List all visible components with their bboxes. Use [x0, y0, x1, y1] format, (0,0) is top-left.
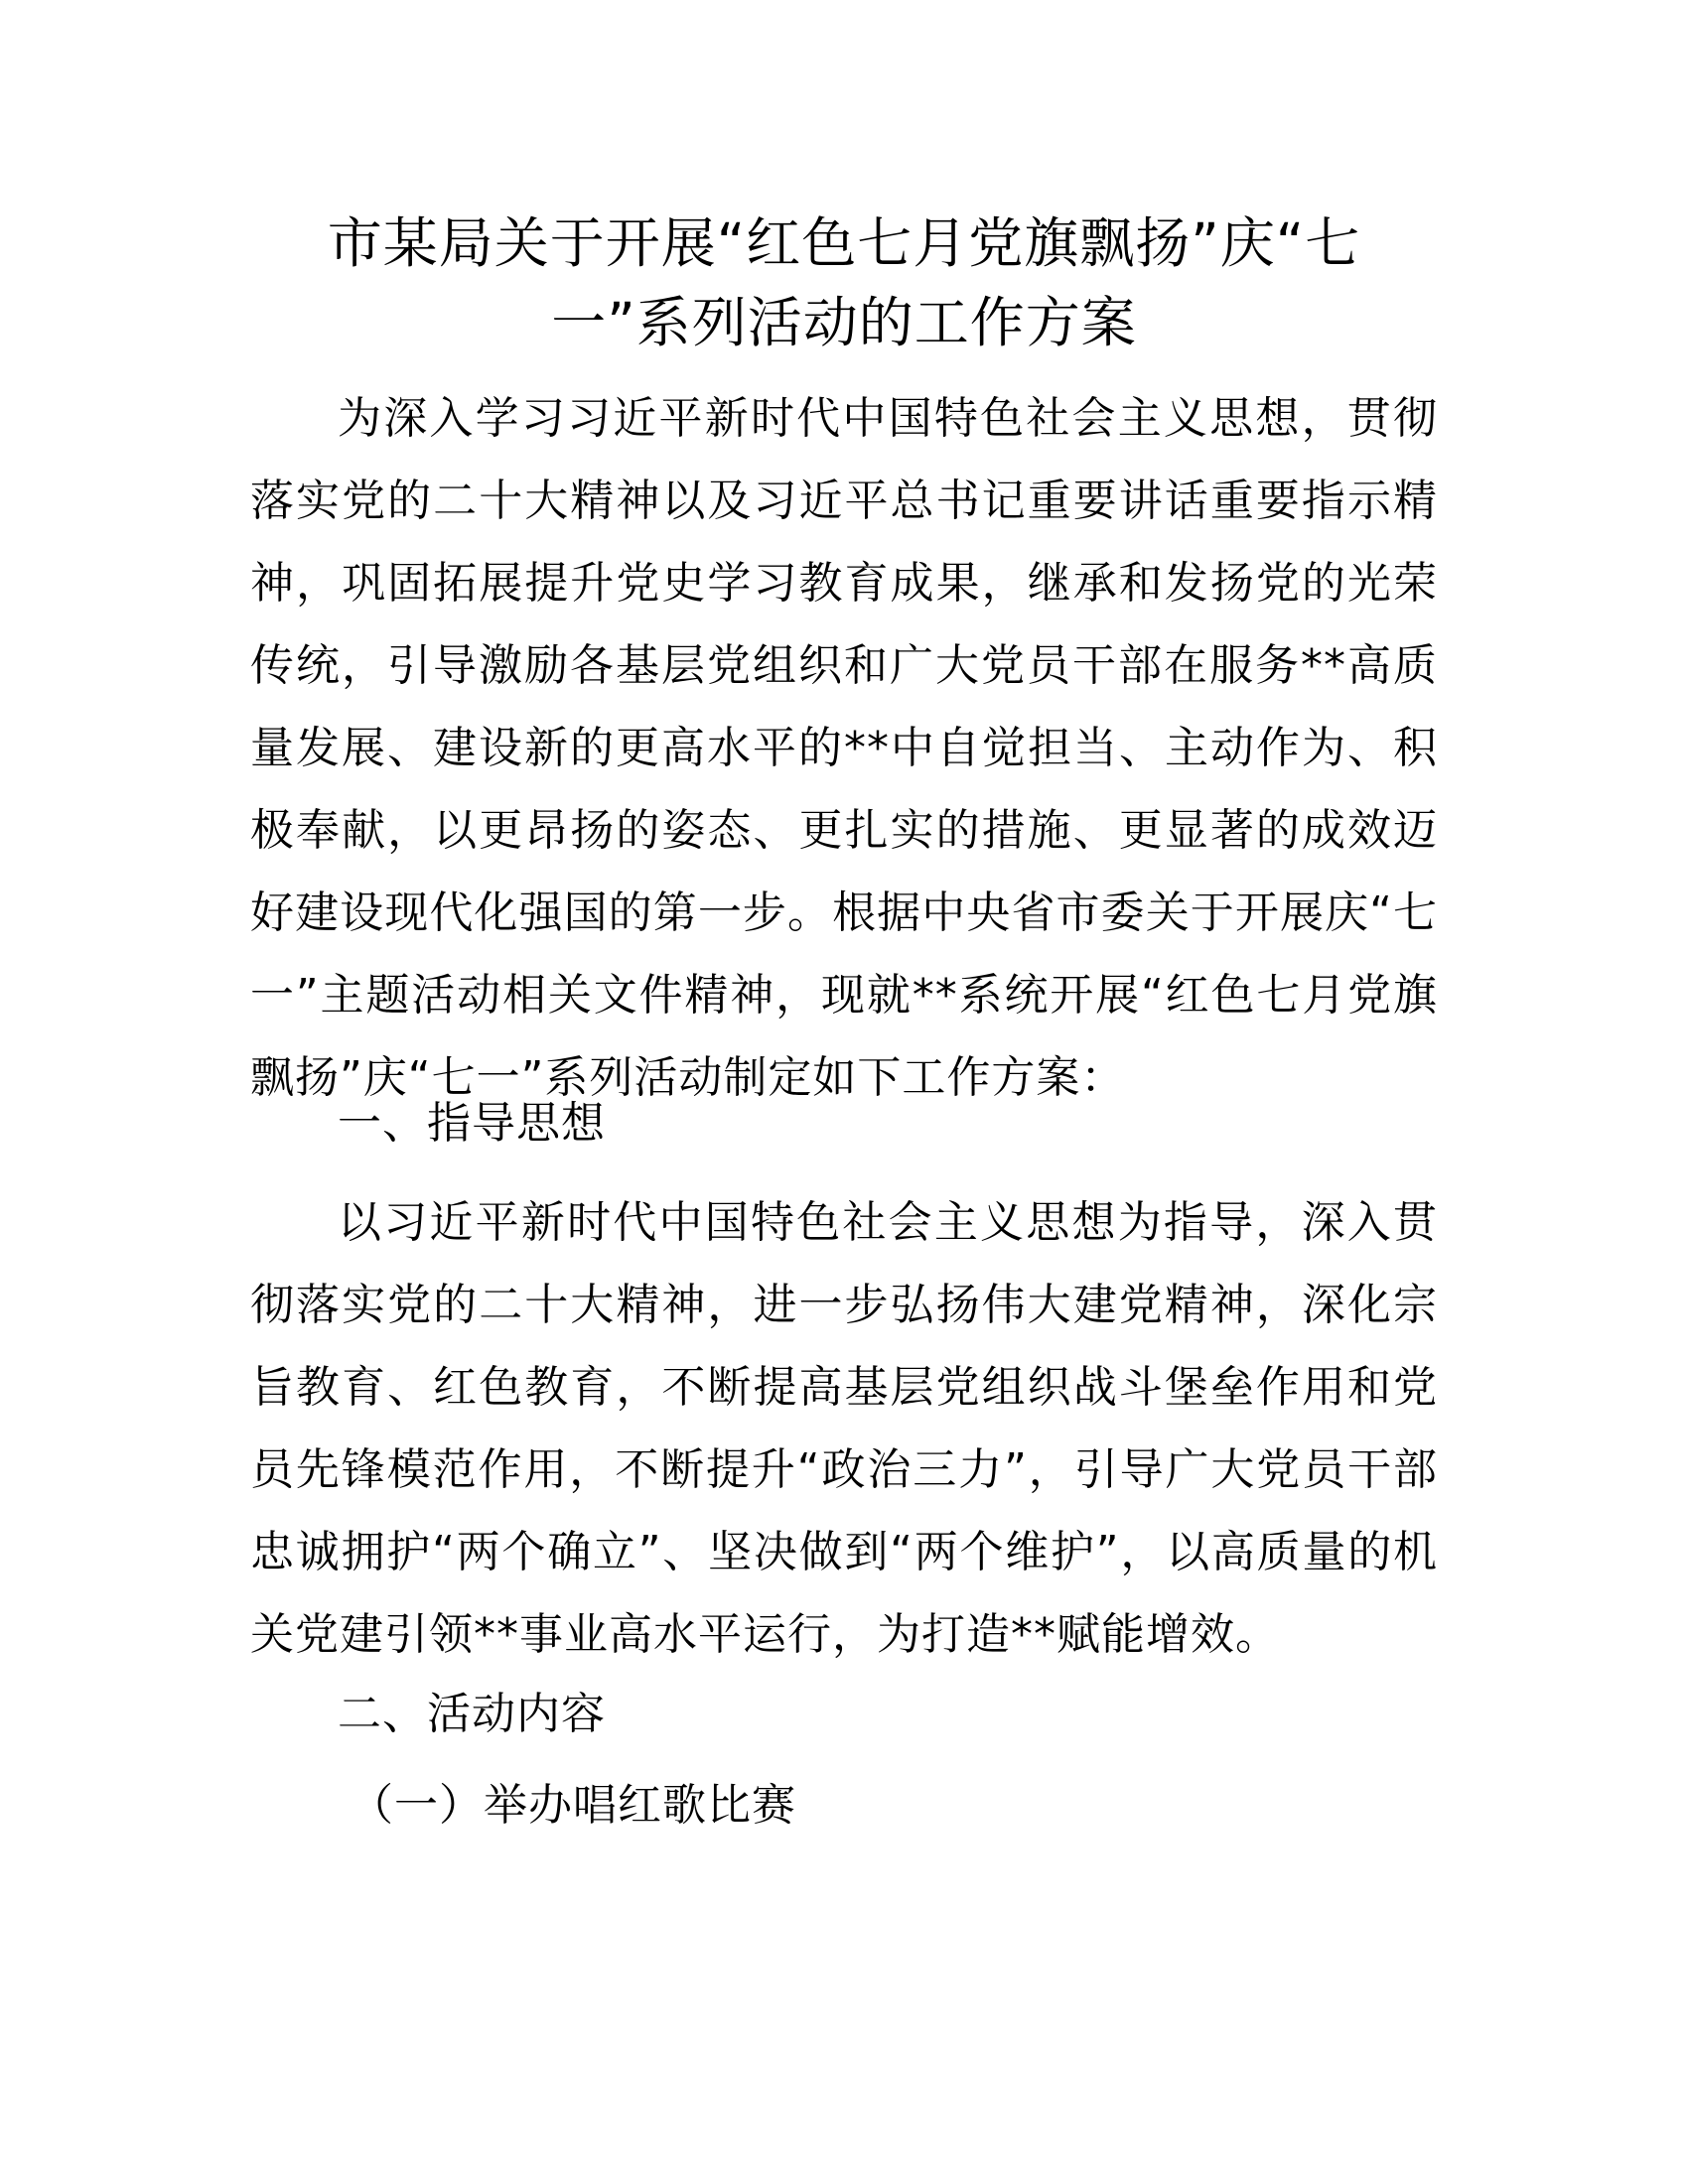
subsection-heading-red-song-contest: （一）举办唱红歌比赛 — [350, 1780, 796, 1831]
document-title — [248, 204, 1440, 362]
section-heading-activity-content: 二、活动内容 — [338, 1689, 606, 1739]
guiding-ideology-paragraph: 以习近平新时代中国特色社会主义思想为指导，深入贯彻落实党的二十大精神，进一步弘扬伟大建党精神，深化宗旨教育、红色教育，不断提高基层党组织战斗堡垒作用和党员先锋模范作用，不断提升“政治三力”，引导广大党员干部忠诚拥护“两个确立”、坚决做到“两个维护”，以高质量的机关党建引领**事业高水平运行，为打造**赋能增效。 — [250, 1197, 1438, 1660]
section-heading-guiding-ideology: 一、指导思想 — [338, 1098, 606, 1149]
document-title-line-1: 市某局关于开展“红色七月党旗飘扬”庆“七 — [327, 211, 1361, 275]
intro-paragraph: 为深入学习习近平新时代中国特色社会主义思想，贯彻落实党的二十大精神以及习近平总书记重要讲话重要指示精神，巩固拓展提升党史学习教育成果，继承和发扬党的光荣传统，引导激励各基层党组织和广大党员干部在服务**高质量发展、建设新的更高水平的**中自觉担当、主动作为、积极奉献，以更昂扬的姿态、更扎实的措施、更显著的成效迈好建设现代化强国的第一步。根据中央省市委关于开展庆“七一”主题活动相关文件精神，现就**系统开展“红色七月党旗飘扬”庆“七一”系列活动制定如下工作方案： — [250, 393, 1438, 1103]
document-title-line-2: 一”系列活动的工作方案 — [551, 291, 1137, 354]
